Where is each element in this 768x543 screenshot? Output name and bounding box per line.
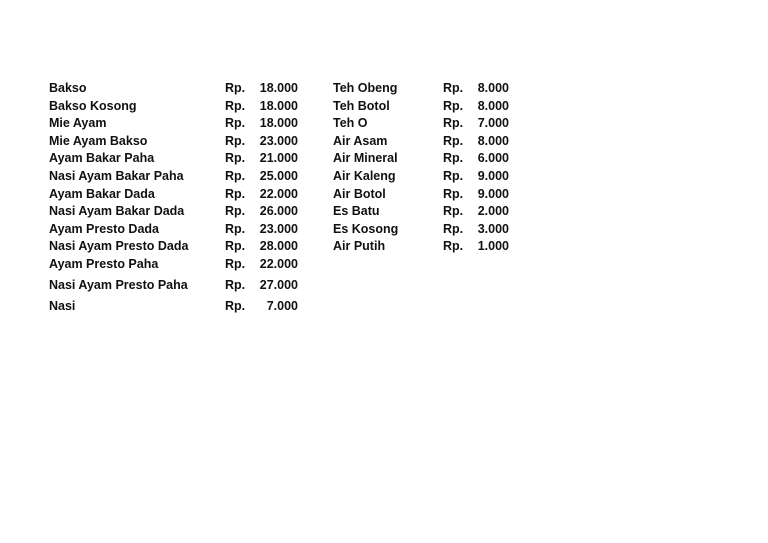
item-name: Air Putih [333,239,386,254]
item-price: 28.000 [259,239,298,254]
item-name: Ayam Presto Paha [49,256,159,271]
item-price: 22.000 [259,256,298,271]
item-name: Air Mineral [333,151,398,166]
currency-label: Rp. [443,81,464,95]
currency-label: Rp. [225,298,246,313]
item-name: Es Kosong [333,221,399,236]
currency-label: Rp. [225,98,246,113]
item-price: 8.000 [477,81,509,95]
item-name: Ayam Bakar Dada [49,186,155,201]
currency-label: Rp. [443,204,464,219]
currency-label: Rp. [443,186,464,201]
item-price: 18.000 [259,116,298,131]
currency-label: Rp. [225,186,246,201]
item-price: 22.000 [259,186,298,201]
item-name: Nasi [49,298,76,313]
item-name: Mie Ayam [49,116,107,131]
item-price: 1.000 [477,239,509,254]
item-name: Es Batu [333,204,380,219]
item-price: 26.000 [259,204,298,219]
item-name: Air Kaleng [333,168,396,183]
currency-label: Rp. [443,239,464,254]
currency-label: Rp. [225,133,246,148]
item-name: Teh Botol [333,98,390,113]
item-price: 23.000 [259,221,298,236]
currency-label: Rp. [443,168,464,183]
item-price: 7.000 [477,116,509,131]
item-price: 8.000 [477,133,509,148]
item-price: 21.000 [259,151,298,166]
item-name: Mie Ayam Bakso [49,133,148,148]
item-price: 27.000 [259,277,298,292]
item-name: Nasi Ayam Presto Paha [49,277,188,292]
item-price: 18.000 [259,98,298,113]
currency-label: Rp. [225,277,246,292]
item-name: Ayam Bakar Paha [49,151,155,166]
currency-label: Rp. [443,151,464,166]
currency-label: Rp. [443,221,464,236]
currency-label: Rp. [443,116,464,131]
item-price: 2.000 [477,204,509,219]
item-name: Bakso [49,81,87,95]
item-price: 18.000 [259,81,298,95]
item-name: Nasi Ayam Presto Dada [49,239,189,254]
item-price: 3.000 [477,221,509,236]
currency-label: Rp. [225,116,246,131]
item-name: Teh Obeng [333,81,398,95]
item-price: 7.000 [266,298,298,313]
currency-label: Rp. [225,168,246,183]
item-price: 8.000 [477,98,509,113]
item-name: Nasi Ayam Bakar Paha [49,168,184,183]
item-price: 25.000 [259,168,298,183]
item-name: Bakso Kosong [49,98,137,113]
currency-label: Rp. [225,221,246,236]
item-name: Air Botol [333,186,386,201]
item-price: 9.000 [477,168,509,183]
currency-label: Rp. [443,98,464,113]
item-price: 9.000 [477,186,509,201]
item-name: Air Asam [333,133,388,148]
item-price: 23.000 [259,133,298,148]
currency-label: Rp. [225,151,246,166]
currency-label: Rp. [225,81,246,95]
item-price: 6.000 [477,151,509,166]
currency-label: Rp. [225,239,246,254]
item-name: Nasi Ayam Bakar Dada [49,204,185,219]
currency-label: Rp. [443,133,464,148]
item-name: Ayam Presto Dada [49,221,159,236]
currency-label: Rp. [225,256,246,271]
item-name: Teh O [333,116,368,131]
currency-label: Rp. [225,204,246,219]
